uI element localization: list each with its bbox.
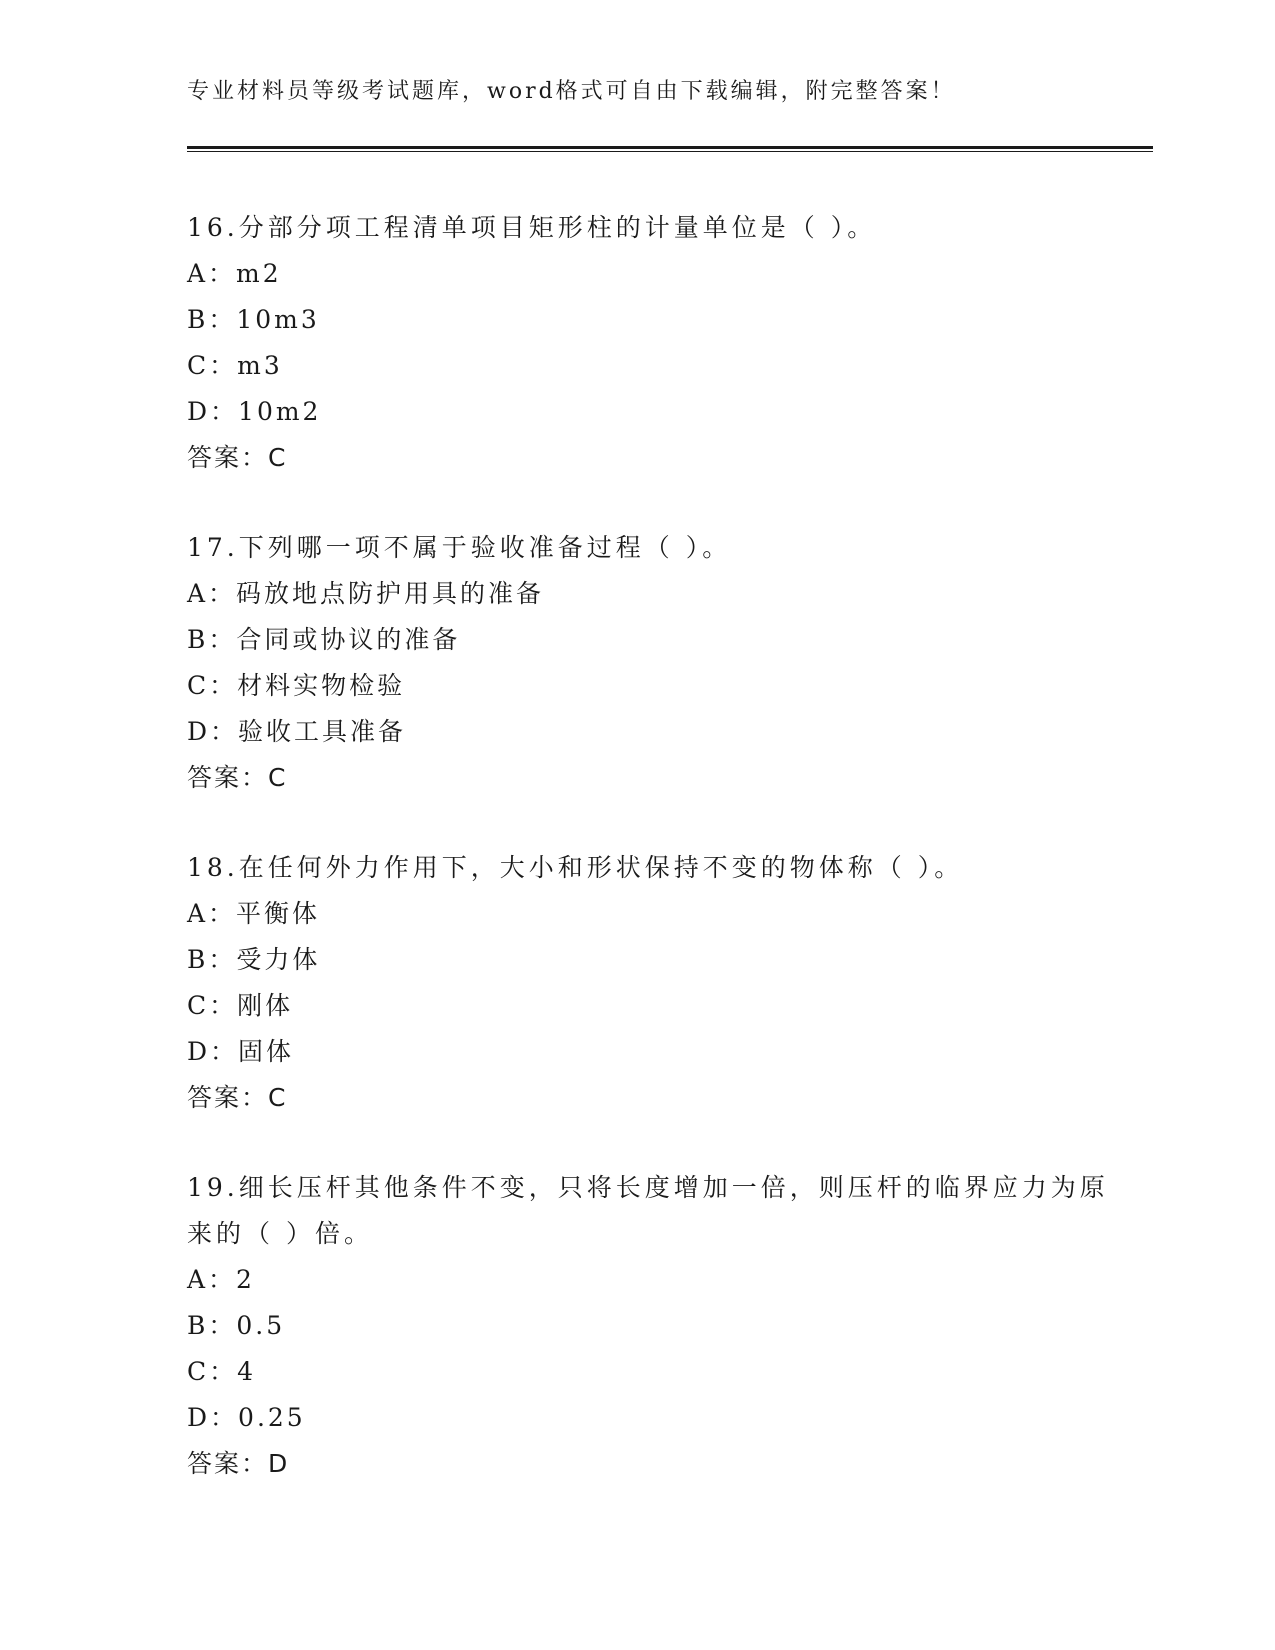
question-spacer	[187, 801, 1127, 845]
option-a: A：平衡体	[187, 899, 321, 928]
answer-line: 答案：C	[187, 443, 288, 472]
question-17	[187, 525, 1127, 801]
header-rule-thick	[187, 146, 1153, 149]
page-header: 专业材料员等级考试题库，word格式可自由下载编辑，附完整答案！	[187, 79, 956, 104]
answer-line: 答案：C	[187, 1083, 288, 1112]
question-stem: 19.细长压杆其他条件不变，只将长度增加一倍，则压杆的临界应力为原来的（ ）倍。	[187, 1173, 1109, 1248]
option-b: B：0.5	[187, 1311, 286, 1340]
question-19	[187, 1165, 1127, 1487]
option-b: B：合同或协议的准备	[187, 625, 461, 654]
option-a: A：码放地点防护用具的准备	[187, 579, 545, 608]
option-c: C：材料实物检验	[187, 671, 406, 700]
option-d: D：固体	[187, 1037, 295, 1066]
option-b: B：10m3	[187, 305, 320, 334]
header-rule-thin	[187, 151, 1153, 152]
option-b: B：受力体	[187, 945, 321, 974]
option-c: C：m3	[187, 351, 283, 380]
question-stem: 17.下列哪一项不属于验收准备过程（ ）。	[187, 533, 732, 562]
question-spacer	[187, 1121, 1127, 1165]
question-list	[187, 205, 1127, 1487]
option-c: C：4	[187, 1357, 257, 1386]
question-stem: 16.分部分项工程清单项目矩形柱的计量单位是（ ）。	[187, 213, 877, 242]
option-d: D：验收工具准备	[187, 717, 407, 746]
answer-line: 答案：D	[187, 1449, 290, 1478]
option-a: A：m2	[187, 259, 282, 288]
answer-line: 答案：C	[187, 763, 288, 792]
question-18	[187, 845, 1127, 1121]
question-spacer	[187, 481, 1127, 525]
option-d: D：0.25	[187, 1403, 306, 1432]
question-16	[187, 205, 1127, 481]
question-stem: 18.在任何外力作用下，大小和形状保持不变的物体称（ ）。	[187, 853, 964, 882]
option-d: D：10m2	[187, 397, 322, 426]
option-a: A：2	[187, 1265, 255, 1294]
option-c: C：刚体	[187, 991, 294, 1020]
